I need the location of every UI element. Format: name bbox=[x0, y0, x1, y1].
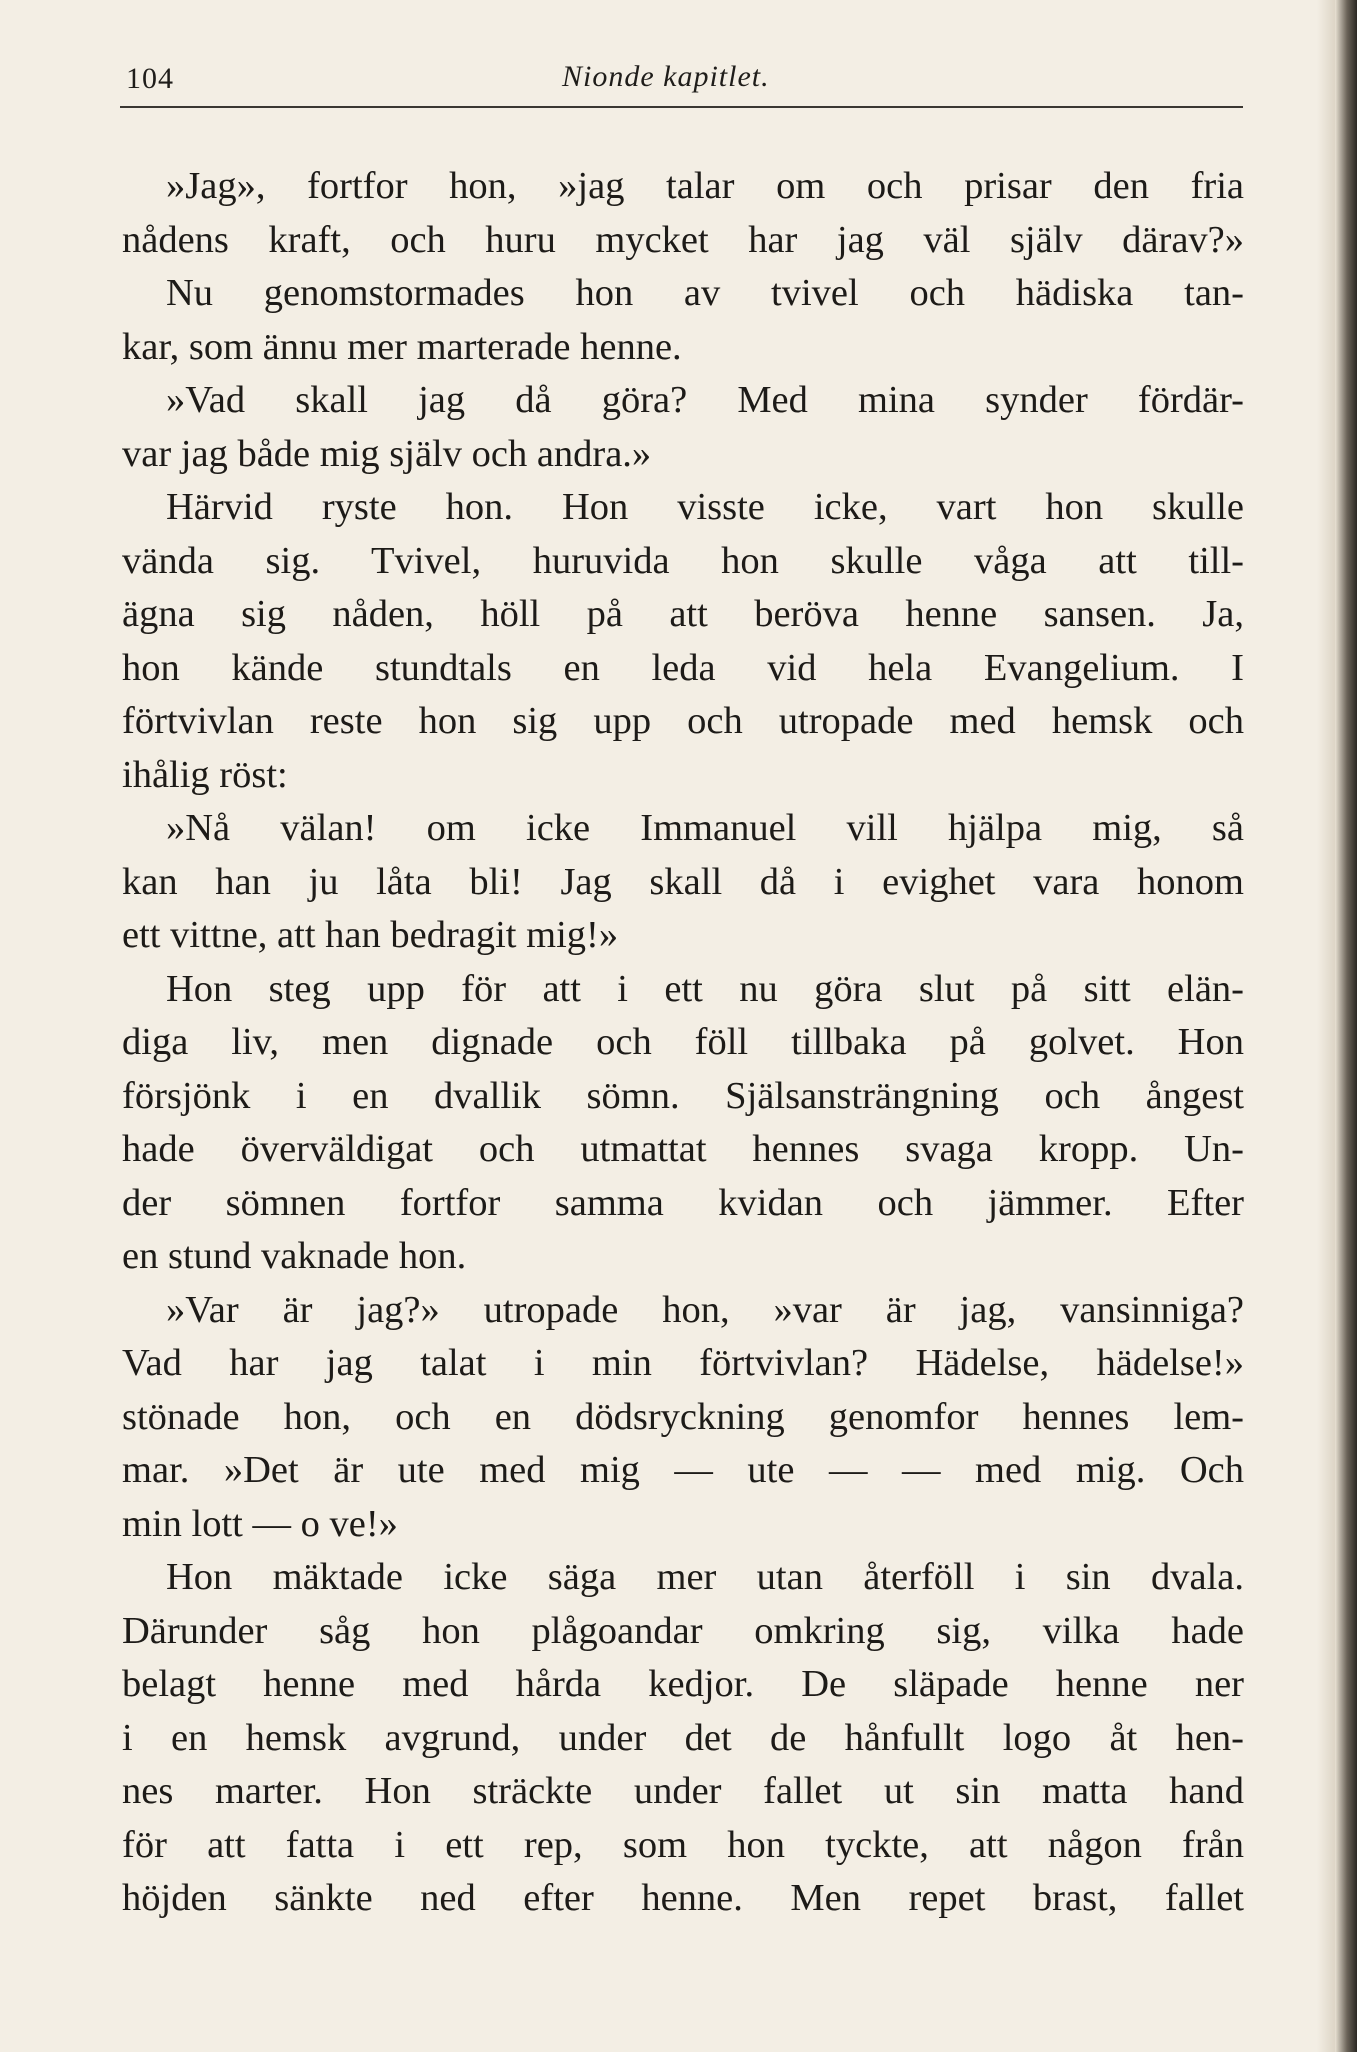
text-line: nes marter. Hon sträckte under fallet ut sin matta hand bbox=[122, 1770, 1244, 1812]
text-line: hon kände stundtals en leda vid hela Evangelium. I bbox=[122, 646, 1244, 689]
text-line: försjönk i en dvallik sömn. Själsansträngning och ångest bbox=[122, 1074, 1244, 1117]
text-line: kar, som ännu mer marterade henne. bbox=[122, 325, 682, 368]
text-line: var jag både mig själv och andra.» bbox=[122, 432, 652, 475]
text-line: min lott — o ve!» bbox=[122, 1502, 398, 1545]
text-line: »Jag», fortfor hon, »jag talar om och prisar den fria bbox=[166, 165, 1244, 207]
running-head: Nionde kapitlet. bbox=[562, 60, 770, 93]
text-line: »Var är jag?» utropade hon, »var är jag, vansinniga? bbox=[166, 1288, 1244, 1331]
text-line: »Nå välan! om icke Immanuel vill hjälpa mig, så bbox=[166, 807, 1244, 849]
text-line: Vad har jag talat i min förtvivlan? Hädelse, hädelse!» bbox=[122, 1342, 1244, 1384]
text-line: hade överväldigat och utmattat hennes svaga kropp. Un- bbox=[122, 1128, 1244, 1170]
page-gutter bbox=[1317, 0, 1335, 2052]
text-line: vända sig. Tvivel, huruvida hon skulle våga att till- bbox=[122, 539, 1244, 582]
text-line: ett vittne, att han bedragit mig!» bbox=[122, 914, 619, 956]
text-line: stönade hon, och en dödsryckning genomfor hennes lem- bbox=[122, 1395, 1244, 1438]
body-text bbox=[122, 160, 1244, 1926]
text-line: en stund vaknade hon. bbox=[122, 1235, 467, 1277]
text-line: kan han ju låta bli! Jag skall då i evighet vara honom bbox=[122, 860, 1244, 903]
page-edge-shadow bbox=[1335, 0, 1357, 2052]
header-rule bbox=[120, 106, 1243, 108]
page-number: 104 bbox=[126, 62, 174, 95]
text-line: Härvid ryste hon. Hon visste icke, vart hon skulle bbox=[166, 486, 1244, 528]
text-line: Hon steg upp för att i ett nu göra slut på sitt elän- bbox=[166, 967, 1244, 1010]
text-line: för att fatta i ett rep, som hon tyckte, att någon från bbox=[122, 1823, 1244, 1866]
text-line: Därunder såg hon plågoandar omkring sig, vilka hade bbox=[122, 1609, 1244, 1652]
text-line: förtvivlan reste hon sig upp och utropade med hemsk och bbox=[122, 700, 1244, 742]
text-line: ihålig röst: bbox=[122, 753, 288, 796]
text-line: nådens kraft, och huru mycket har jag väl själv därav?» bbox=[122, 218, 1244, 261]
text-line: der sömnen fortfor samma kvidan och jämmer. Efter bbox=[122, 1181, 1244, 1224]
text-line: »Vad skall jag då göra? Med mina synder fördär- bbox=[166, 379, 1244, 421]
text-line: Nu genomstormades hon av tvivel och hädiska tan- bbox=[166, 272, 1244, 314]
text-line: Hon mäktade icke säga mer utan återföll i sin dvala. bbox=[166, 1556, 1244, 1598]
text-line: belagt henne med hårda kedjor. De släpade henne ner bbox=[122, 1663, 1244, 1705]
text-line: i en hemsk avgrund, under det de hånfullt logo åt hen- bbox=[122, 1716, 1244, 1759]
text-line: mar. »Det är ute med mig — ute — — med mig. Och bbox=[122, 1449, 1244, 1491]
text-line: diga liv, men dignade och föll tillbaka på golvet. Hon bbox=[122, 1021, 1244, 1063]
text-line: ägna sig nåden, höll på att beröva henne sansen. Ja, bbox=[122, 593, 1244, 635]
page-header bbox=[120, 50, 1240, 110]
text-line: höjden sänkte ned efter henne. Men repet brast, fallet bbox=[122, 1877, 1244, 1919]
